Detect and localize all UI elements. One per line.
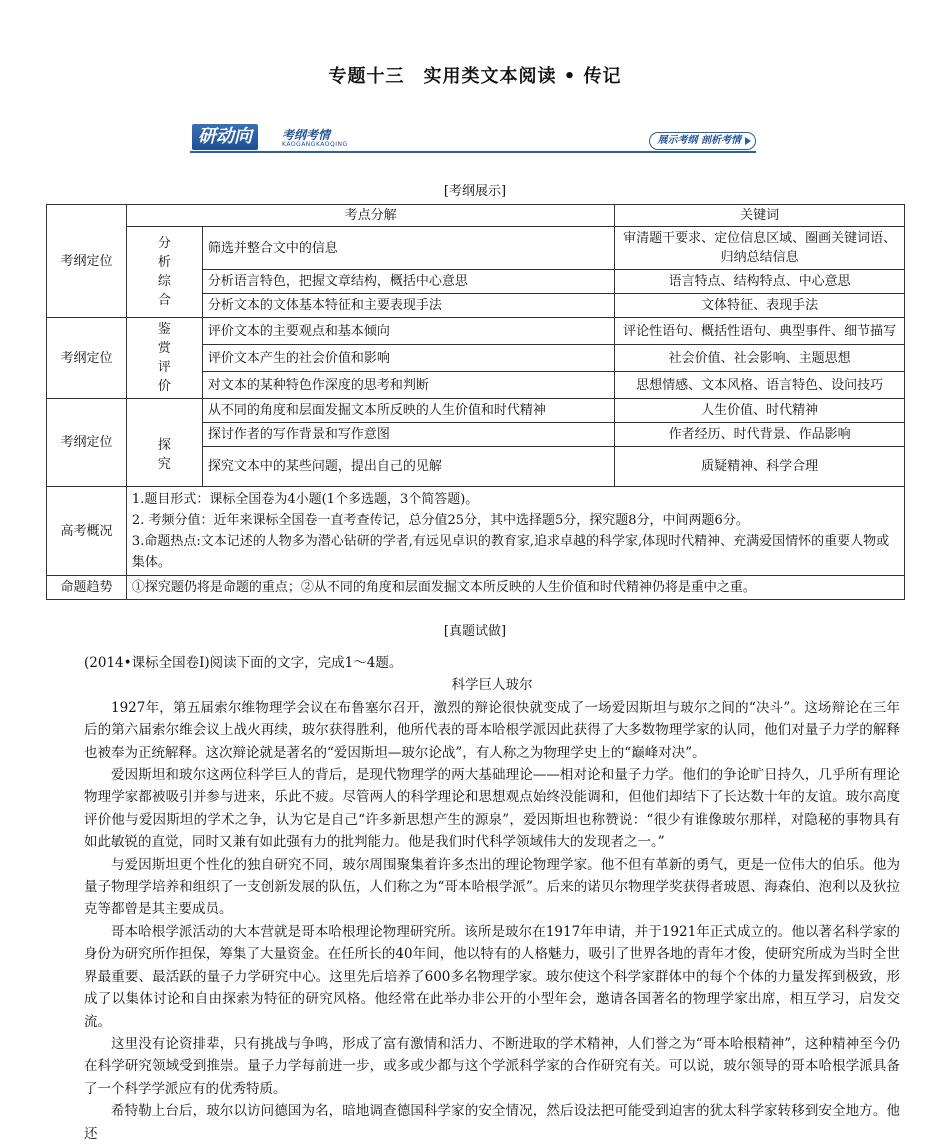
banner-subtitle: 考纲考情 [282,128,331,142]
gaokao-line: 2. 考频分值：近年来课标全国卷一直考查传记，总分值25分，其中选择题5分，探究题8分，中间两题6分。 [131,513,749,528]
group-label: 考纲定位 [47,318,127,399]
gaokao-label: 高考概况 [47,487,127,576]
table-header-row [47,205,905,227]
page-title: 专题十三 实用类文本阅读 • 传记 [328,66,622,87]
subgroup-text: 鉴赏评价 [157,322,171,394]
trend-label: 命题趋势 [47,576,127,600]
trend-cell: ①探究题仍将是命题的重点；②从不同的角度和层面发掘文本所反映的人生价值和时代精神仍将是重中之重。 [126,576,904,600]
header-keywords: 关键词 [615,205,905,227]
point-cell: 评价文本产生的社会价值和影响 [202,345,614,372]
header-points: 考点分解 [126,205,614,227]
banner-logo: 研动向 [192,124,258,150]
table-row [47,487,905,576]
keyword-cell: 作者经历、时代背景、作品影响 [615,423,905,447]
exam-caption: [真题试做] [443,624,507,639]
point-cell: 从不同的角度和层面发掘文本所反映的人生价值和时代精神 [202,399,614,423]
point-cell: 对文本的某种特色作深度的思考和判断 [202,372,614,399]
paragraph: 爱因斯坦和玻尔这两位科学巨人的背后，是现代物理学的两大基础理论——相对论和量子力学。他们的争论旷日持久，几乎所有理论物理学家都被吸引并参与进来，乐此不疲。尽管两人的科学理论和思想观点始终没能调和，但他们却结下了长达数十年的友谊。玻尔高度评价他与爱因斯坦的学术之争，认为它是自己“许多新思想产生的源泉”，爱因斯坦也称赞说：“很少有谁像玻尔那样，对隐秘的事物具有如此敏锐的直觉，同时又兼有如此强有力的批判能力。他是我们时代科学领域伟大的发现者之一。” [84,767,900,851]
paragraph: 这里没有论资排辈，只有挑战与争鸣，形成了富有激情和活力、不断进取的学术精神，人们誉之为“哥本哈根精神”，这种精神至今仍在科学研究领域受到推崇。量子力学每前进一步，或多或少都与这个学派科学家的合作研究有关。可以说，玻尔领导的哥本哈根学派具备了一个科学学派应有的优秀特质。 [84,1035,900,1097]
passage [84,652,900,1145]
point-cell: 探讨作者的写作背景和写作意图 [202,423,614,447]
outline-table [46,204,905,600]
paragraph: 希特勒上台后，玻尔以访问德国为名，暗地调查德国科学家的安全情况，然后设法把可能受到迫害的犹太科学家转移到安全地方。他还 [84,1103,900,1142]
keyword-cell: 评论性语句、概括性语句、典型事件、细节描写 [615,318,905,345]
keyword-cell: 社会价值、社会影响、主题思想 [615,345,905,372]
section-banner [190,124,756,154]
table-row [47,318,905,345]
gaokao-line: 3.命题热点:文本记述的人物多为潜心钻研的学者,有远见卓识的教育家,追求卓越的科学家,体现时代精神、充满爱国情怀的重要人物或集体。 [131,534,890,570]
point-cell: 筛选并整合文中的信息 [202,227,614,270]
keyword-cell: 审清题干要求、定位信息区域、圈画关键词语、归纳总结信息 [615,227,905,270]
subgroup-text: 分析综合 [157,236,171,308]
point-cell: 评价文本的主要观点和基本倾向 [202,318,614,345]
paragraph: 与爱因斯坦更个性化的独自研究不同，玻尔周围聚集着许多杰出的理论物理学家。他不但有革新的勇气，更是一位伟大的伯乐。他为量子物理学培养和组织了一支创新发展的队伍，人们称之为“哥本哈根学派”。后来的诺贝尔物理学奖获得者玻恩、海森伯、泡利以及狄拉克等都曾是其主要成员。 [84,856,900,918]
point-cell: 分析语言特色，把握文章结构，概括中心意思 [202,270,614,294]
subgroup-text: 探究 [157,437,171,472]
subgroup-label [126,227,202,318]
keyword-cell: 文体特征、表现手法 [615,294,905,318]
passage-title: 科学巨人玻尔 [451,677,533,694]
banner-pinyin: KAOGANGKAOQING [282,141,348,148]
keyword-cell: 思想情感、文本风格、语言特色、设问技巧 [615,372,905,399]
keyword-cell: 质疑精神、科学合理 [615,447,905,487]
group-label: 考纲定位 [47,205,127,318]
gaokao-line: 1.题目形式：课标全国卷为4小题(1个多选题，3个简答题)。 [131,492,479,507]
gaokao-cell [126,487,904,576]
table-row [47,576,905,600]
group-label: 考纲定位 [47,399,127,487]
subgroup-label [126,318,202,399]
banner-pill: 展示考纲 剖析考情 [649,132,756,150]
point-cell: 分析文本的文体基本特征和主要表现手法 [202,294,614,318]
table-row [47,399,905,423]
passage-intro: (2014•课标全国卷Ⅰ)阅读下面的文字，完成1～4题。 [84,655,403,671]
banner-rule [190,151,756,153]
subgroup-label [126,399,202,487]
paragraph: 哥本哈根学派活动的大本营就是哥本哈根理论物理研究所。该所是玻尔在1917年申请，并于1921年正式成立的。他以著名科学家的身份为研究所作担保，筹集了大量资金。在任所长的40年间，他以特有的人格魅力，吸引了世界各地的青年才俊，使研究所成为当时全世界最重要、最活跃的量子力学研究中心。这里先后培养了600多名物理学家。玻尔使这个科学家群体中的每个个体的力量发挥到极致，形成了以集体讨论和自由探索为特征的研究风格。他经常在此举办非公开的小型年会，邀请各国著名的物理学家出席，相互学习，启发交流。 [84,923,900,1030]
point-cell: 探究文本中的某些问题，提出自己的见解 [202,447,614,487]
keyword-cell: 语言特点、结构特点、中心意思 [615,270,905,294]
outline-caption: [考纲展示] [443,184,507,199]
table-row [47,227,905,270]
keyword-cell: 人生价值、时代精神 [615,399,905,423]
paragraph: 1927年，第五届索尔维物理学会议在布鲁塞尔召开，激烈的辩论很快就变成了一场爱因斯坦与玻尔之间的“决斗”。这场辩论在三年后的第六届索尔维会议上战火再续，玻尔获得胜利，他所代表的哥本哈根学派因此获得了大多数物理学家的认同，他们对量子力学的解释也被奉为正统解释。这次辩论就是著名的“爱因斯坦—玻尔论战”，有人称之为物理学史上的“巅峰对决”。 [84,699,900,761]
